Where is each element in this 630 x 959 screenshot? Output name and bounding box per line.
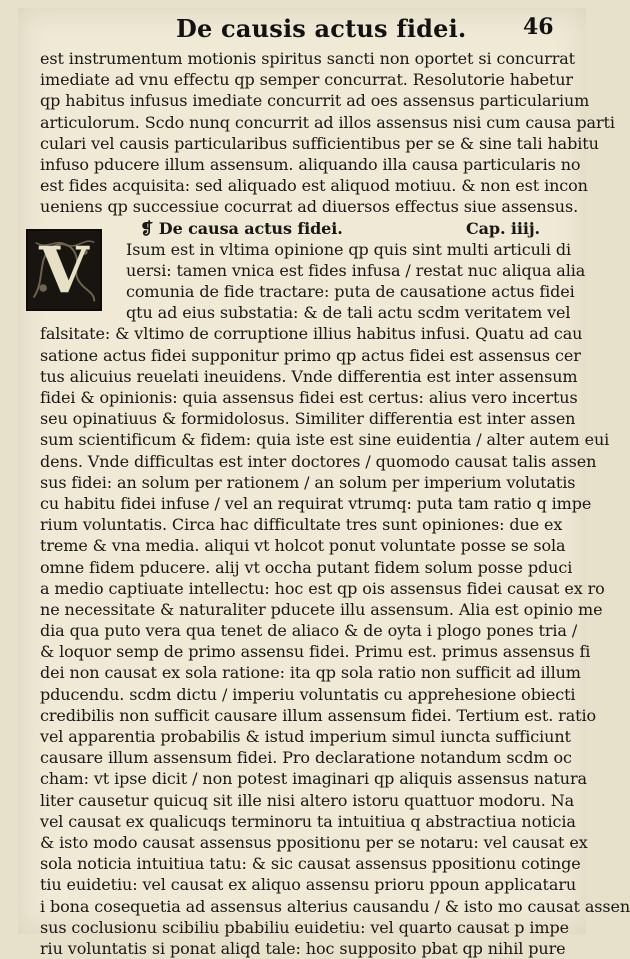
text-line: sus coclusionu scibiliu pbabiliu euidetiu: vel quarto causat p impe [40,917,569,937]
paragraph-continuation [40,48,615,218]
text-line: infuso pducere illum assensum. aliquando illa causa particularis no [40,154,581,174]
text-line: dia qua puto vera qua tenet de aliaco & de oyta i plogo pones tria / [40,621,578,641]
text-line: est instrumentum motionis spiritus sancti non oportet si concurrat [40,49,576,68]
text-line: credibilis non sufficit causare illum assensum fidei. Tertium est. ratio [40,705,597,725]
text-line: cham: vt ipse dicit / non potest imaginari qp aliquis assensus natura [40,769,587,789]
text-line: fidei & opinionis: quia assensus fidei est certus: alius vero incertus [40,388,578,407]
text-line: qp habitus infusus imediate concurrit ad oes assensus particularium [40,91,590,111]
page-number: 46 [523,14,554,40]
text-line: i bona cosequetia ad assensus alterius causandu / & isto mo causat assen [40,896,630,916]
text-line: causare illum assensum fidei. Pro declaratione notandum scdm oc [40,748,572,768]
text-line: vel causat ex qualicuqs terminoru ta intuitiua q abstractiua noticia [40,811,576,831]
chapter-title: De causa actus fidei. [158,218,343,238]
text-line: liter causetur quicuq sit ille nisi altero istoru quattuor modoru. Na [40,790,575,810]
text-line: dens. Vnde difficultas est inter doctores / quomodo causat talis assen [40,451,597,471]
text-line: vel apparentia probabilis & istud imperium simul iuncta sufficiunt [40,727,571,746]
text-block [40,48,630,959]
text-line: comunia de fide tractare: puta de causatione actus fidei [126,282,575,302]
text-line: sum scientificum & fidem: quia iste est sine euidentia / alter autem eui [40,430,610,450]
page-header [18,14,586,48]
paragraph-main [40,239,630,959]
text-line: & isto modo causat assensus ppositionu per se notaru: vel causat ex [40,832,588,852]
text-line: ne necessitate & naturaliter pducete illu assensum. Alia est opinio me [40,599,603,619]
text-line: omne fidem pducere. alij vt occha putant fidem solum posse pduci [40,557,573,577]
text-line: articulorum. Scdo nunq concurrit ad illos assensus nisi cum causa parti [40,112,615,132]
text-line: tus alicuius reuelati ineuidens. Vnde differentia est inter assensum [40,366,578,386]
text-line: imediate ad vnu effectu qp semper concurrat. Resolutorie habetur [40,70,573,90]
text-line: dei non causat ex sola ratione: ita qp sola ratio non sufficit ad illum [40,663,581,683]
initial-letter: V [39,232,89,308]
text-line: satione actus fidei supponitur primo qp actus fidei est assensus cer [40,345,581,365]
paragraph-mark-icon: ❡ [140,218,154,238]
chapter-number: Cap. iiij. [465,218,540,238]
text-line: pducendu. scdm dictu / imperiu voluntatis cu apprehesione obiecti [40,684,576,704]
text-line: ueniens qp successiue cocurrat ad diuersos effectus siue assensus. [40,197,579,217]
text-line: qtu ad eius substatia: & de tali actu scdm veritatem vel [126,303,571,323]
book-page [18,8,630,958]
text-line: culari vel causis particularibus sufficientibus per se & sine tali habitu [40,133,599,153]
text-line: riu voluntatis si ponat aliqd tale: hoc supposito pbat qp nihil pure [40,938,566,958]
text-line: tiu euidetiu: vel causat ex aliquo assensu prioru ppoun applicataru [40,875,577,895]
running-title: De causis actus fidei. [176,14,467,43]
text-line: est fides acquisita: sed aliquado est aliquod motiuu. & non est incon [40,176,588,196]
chapter-heading [40,218,570,239]
text-line: falsitate: & vltimo de corruptione illius habitus infusi. Quatu ad cau [40,324,583,344]
decorated-initial [26,229,102,311]
text-line: Isum est in vltima opinione qp quis sint multi articuli di [126,239,571,259]
text-line: seu opinatiuus & formidolosus. Similiter differentia est inter assen [40,409,576,429]
text-line: uersi: tamen vnica est fides infusa / restat nuc aliqua alia [126,260,586,280]
text-line: cu habitu fidei infuse / vel an requirat vtrumq: puta tam ratio q impe [40,493,592,513]
text-line: & loquor semp de primo assensu fidei. Primu est. primus assensus fi [40,642,591,662]
text-line: sus fidei: an solum per rationem / an solum per imperium volutatis [40,472,576,492]
text-line: rium voluntatis. Circa hac difficultate tres sunt opiniones: due ex [40,515,563,535]
text-line: treme & vna media. aliqui vt holcot ponut voluntate posse se sola [40,536,566,556]
text-line: a medio captiuate intellectu: hoc est qp ois assensus fidei causat ex ro [40,578,605,598]
text-line: sola noticia intuitiua tatu: & sic causat assensus ppositionu cotinge [40,854,581,874]
